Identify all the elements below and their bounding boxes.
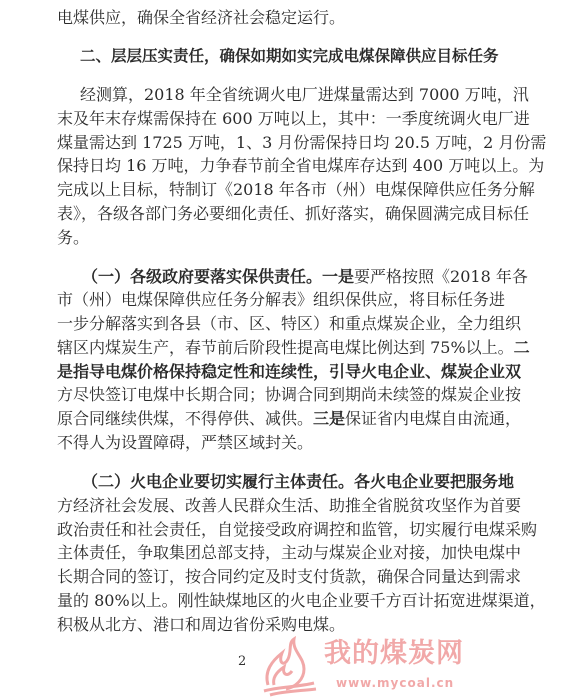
text-line: 末及年末存煤需保持在 600 万吨以上，其中：一季度统调火电厂进 [57,109,530,128]
text-line [82,472,579,492]
ordinal-label: 三是 [313,409,346,428]
subsection-title: （一）各级政府要落实保供责任。 [82,267,323,286]
text-span: 量的 80%以上。 [57,591,178,610]
text-span: 是指导电煤价格保持稳定性和连续性，引导火电企业、煤炭企业双 [57,362,522,381]
ordinal-label: 一是 [322,267,355,286]
text-span: 要严格按照《2018 年各 [354,267,528,286]
text-line: 经测算，2018 年全省统调火电厂进煤量需达到 7000 万吨，汛 [80,85,529,104]
watermark-title: 我的煤炭网 [324,638,464,669]
text-line: 积极从北方、港口和周边省份采购电煤。 [57,615,346,634]
text-line: 主体责任，争取集团总部支持，主动与煤炭企业对接，加快电煤中 [57,543,522,562]
text-span: 辖区内煤炭生产，春节前后阶段性提高电煤比例达到 75%以上。 [57,338,514,357]
text-line [57,591,554,611]
flame-logo-icon [258,635,320,695]
text-line: 完成以上目标，特制订《2018 年各市（州）电煤保障供应任务分解 [57,180,535,199]
watermark-url: www.mycoal.cn [336,676,455,690]
text-line: 不得人为设置障碍，严禁区域封关。 [57,433,314,452]
text-span: 原合同继续供煤，不得停供、减供。 [57,409,314,428]
text-line: 电煤供应，确保全省经济社会稳定运行。 [57,8,346,27]
subsection-title: （二）火电企业要切实履行主体责任。 [82,472,355,491]
page-number: 2 [238,654,247,669]
text-line: 方经济社会发展、改善人民群众生活、助推全省脱贫攻坚作为首要 [57,496,522,515]
text-span: 保证省内电煤自由流通， [345,409,522,428]
text-line: 务。 [57,228,90,247]
ordinal-label: 二 [513,338,530,357]
text-line [82,267,579,287]
text-line: 政治责任和社会责任，自觉接受政府调控和监管，切实履行电煤采购 [57,520,538,539]
text-line: 煤量需达到 1725 万吨，1、3 月份需保持日均 20.5 万吨，2 月份需 [57,133,547,152]
text-line: 市（州）电煤保障供应任务分解表》组织保供应，将目标任务进 [57,290,506,309]
text-line [57,409,554,429]
text-span: 各火电企业要把服务地 [354,472,515,491]
text-line: 保持日均 16 万吨，力争春节前全省电煤库存达到 400 万吨以上。为 [57,156,545,175]
text-line: 长期合同的签订，按合同约定及时支付货款，确保合同量达到需求 [57,567,522,586]
text-line: 表》，各级各部门务必要细化责任、抓好落实，确保圆满完成目标任 [57,204,530,223]
watermark [258,635,490,695]
text-span: 刚性缺煤地区的火电企业要千方百计拓宽进煤渠道， [177,591,546,610]
text-line: 方尽快签订电煤中长期合同；协调合同到期尚未续签的煤炭企业按 [57,385,522,404]
text-line: 一步分解落实到各县（市、区、特区）和重点煤炭企业，全力组织 [57,314,522,333]
section-heading: 二、层层压实责任，确保如期如实完成电煤保障供应目标任务 [80,47,499,65]
text-line [57,338,554,358]
text-line [57,362,554,382]
